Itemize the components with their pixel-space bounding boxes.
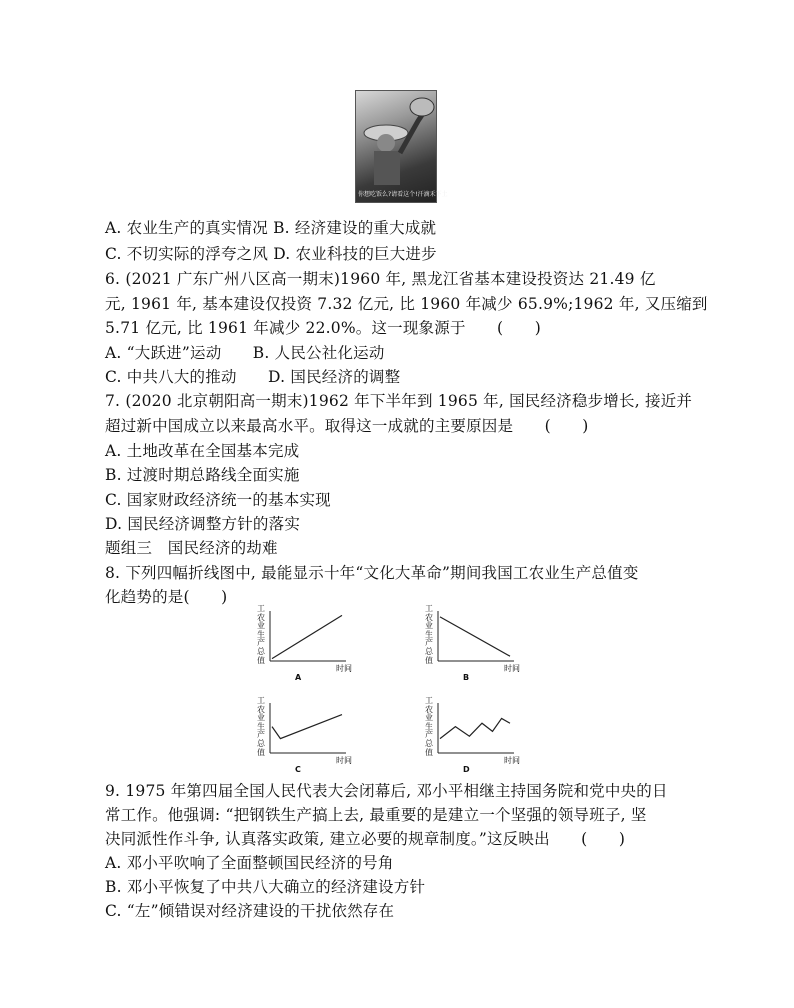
poster-caption: 你想吃饭么?请看这个!汗滴禾下土 <box>358 191 448 198</box>
q7-option-a: A. 土地改革在全国基本完成 <box>105 442 300 460</box>
q9-option-b: B. 邓小平恢复了中共八大确立的经济建设方针 <box>105 878 426 896</box>
q6-stem-line-2: 元, 1961 年, 基本建设仅投资 7.32 亿元, 比 1960 年减少 65.9%;1962 年, 又压缩到 <box>105 295 708 313</box>
chart-letter-label: D <box>463 765 470 774</box>
x-axis-label: 时间 <box>504 664 520 673</box>
q6-stem-line-1: 6. (2021 广东广州八区高一期末)1960 年, 黑龙江省基本建设投资达 21.49 亿 <box>105 270 656 288</box>
chart-a <box>256 605 366 685</box>
y-axis-label: 工农业生产总值 <box>425 696 433 757</box>
q6-stem-line-3: 5.71 亿元, 比 1961 年减少 22.0%。这一现象源于 ( ) <box>105 319 541 337</box>
q9-stem-line-1: 9. 1975 年第四届全国人民代表大会闭幕后, 邓小平相继主持国务院和党中央的日 <box>105 782 668 800</box>
q7-option-b: B. 过渡时期总路线全面实施 <box>105 466 300 484</box>
q9-stem-line-2: 常工作。他强调: “把钢铁生产搞上去, 最重要的是建立一个坚强的领导班子, 坚 <box>105 806 647 824</box>
chart-c <box>256 697 366 777</box>
q7-option-d: D. 国民经济调整方针的落实 <box>105 515 301 533</box>
chart-letter-label: B <box>463 673 470 682</box>
q9-stem-line-3: 决同派性作斗争, 认真落实政策, 建立必要的规章制度。”这反映出 ( ) <box>105 830 626 848</box>
q7-stem-line-1: 7. (2020 北京朝阳高一期末)1962 年下半年到 1965 年, 国民经济稳步增长, 接近并 <box>105 392 693 410</box>
q6-option-line-2: C. 中共八大的推动 D. 国民经济的调整 <box>105 368 401 386</box>
x-axis-label: 时间 <box>504 756 520 765</box>
q9-option-c: C. “左”倾错误对经济建设的干扰依然存在 <box>105 902 395 920</box>
q9-option-a: A. 邓小平吹响了全面整顿国民经济的号角 <box>105 854 394 872</box>
series-line <box>272 715 342 739</box>
q6-option-line-1: A. “大跃进”运动 B. 人民公社化运动 <box>105 344 385 362</box>
x-axis-label: 时间 <box>336 664 352 673</box>
series-line <box>272 615 342 658</box>
propaganda-poster-image <box>355 90 448 203</box>
poster-illustration <box>356 91 448 204</box>
chart-letter-label: C <box>295 765 301 774</box>
q8-stem-line-1: 8. 下列四幅折线图中, 最能显示十年“文化大革命”期间我国工农业生产总值变 <box>105 564 639 582</box>
chart-d <box>424 697 534 777</box>
x-axis-label: 时间 <box>336 756 352 765</box>
y-axis-label: 工农业生产总值 <box>257 604 265 665</box>
q5-option-line-1: A. 农业生产的真实情况 B. 经济建设的重大成就 <box>105 219 437 237</box>
chart-letter-label: A <box>295 673 302 682</box>
series-line <box>440 617 510 656</box>
chart-b <box>424 605 534 685</box>
q7-stem-line-2: 超过新中国成立以来最高水平。取得这一成就的主要原因是 ( ) <box>105 417 589 435</box>
q5-option-line-2: C. 不切实际的浮夸之风 D. 农业科技的巨大进步 <box>105 245 437 263</box>
y-axis-label: 工农业生产总值 <box>257 696 265 757</box>
q8-stem-line-2: 化趋势的是( ) <box>105 588 228 606</box>
section-title: 题组三 国民经济的劫难 <box>105 539 278 557</box>
y-axis-label: 工农业生产总值 <box>425 604 433 665</box>
series-line <box>440 718 510 738</box>
q7-option-c: C. 国家财政经济统一的基本实现 <box>105 491 331 509</box>
